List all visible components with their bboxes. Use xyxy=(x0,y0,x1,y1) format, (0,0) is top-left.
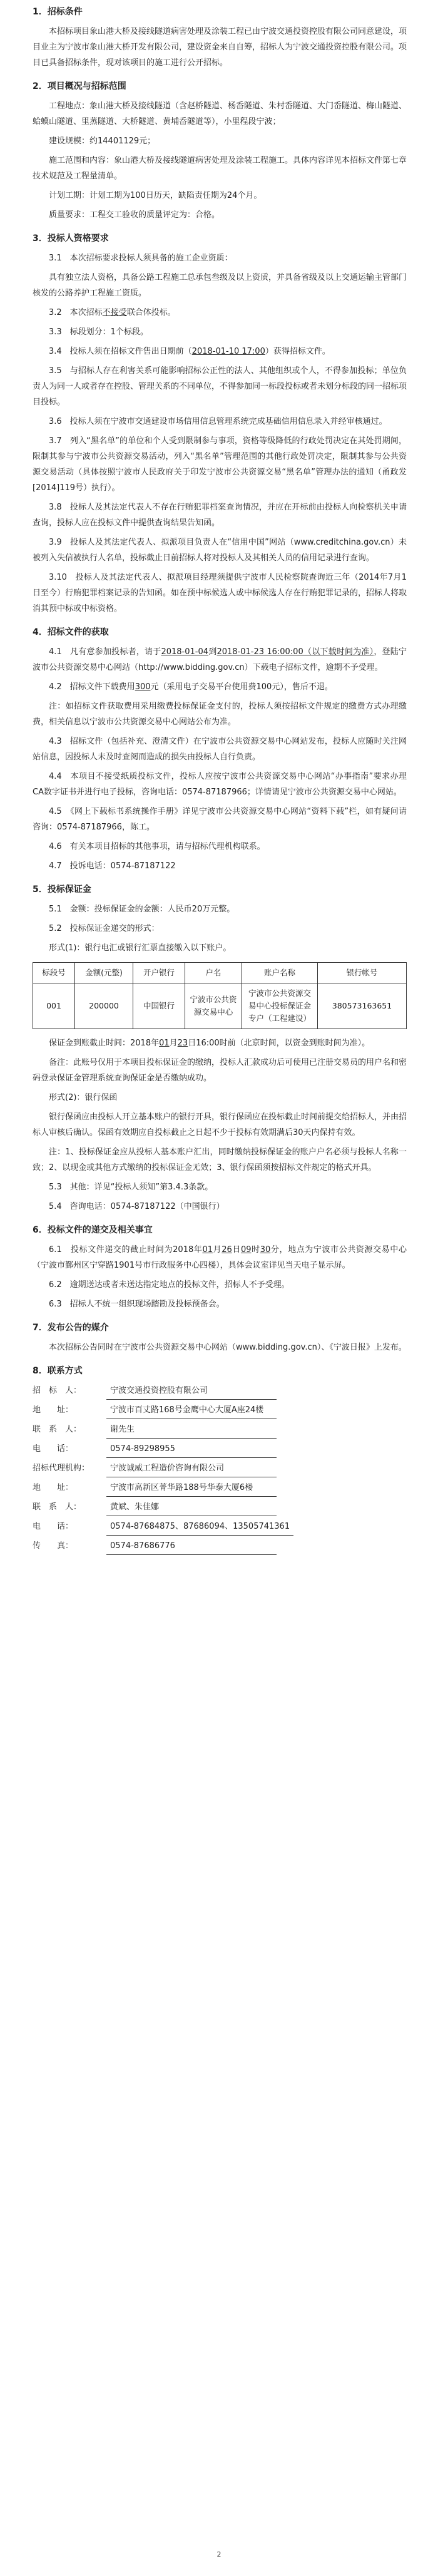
bond-guarantee-text: 银行保函应由投标人开立基本账户的银行开具，银行保函应在投标截止时间前提交给招标人，并由招标人审核后确认。保函有效期应自投标截止之日起不少于投标有效期满后30天内保持有效。 xyxy=(33,1112,407,1137)
project-scope-text: 施工范围和内容：象山港大桥及接线隧道病害处理及涂装工程施工。具体内容详见本招标文件第七章技术规范及工程量清单。 xyxy=(33,156,407,181)
section-title-submission: 6．投标文件的递交及相关事宜 xyxy=(33,1225,153,1235)
section-title-contacts: 8．联系方式 xyxy=(33,1366,83,1376)
contact-value: 谢先生 xyxy=(106,1422,277,1439)
qualification-item-3-5: 3.5 与招标人存在利害关系可能影响招标公正性的法人、其他组织或个人，不得参加投标；单位负责人为同一人或者存在控股、管理关系的不同单位，不得参加同一标段投标或者未划分标段的同一招标项目投标。 xyxy=(33,366,407,407)
bond-deadline-month: 01 xyxy=(159,1039,170,1048)
contact-row xyxy=(33,1460,407,1477)
qualification-item-3-9: 3.9 投标人及其法定代表人、拟派项目负责人在“信用中国”网站（www.creditchina.gov.cn）未被列入失信被执行人名单，投标截止日前招标人将对投标人及其相关人员的信用记录进行查询。 xyxy=(33,538,407,563)
bond-item-5-2: 5.2 投标保证金递交的形式： xyxy=(49,924,160,933)
item-mid: 时 xyxy=(251,1245,260,1255)
table-cell: 380573163651 xyxy=(318,983,407,1029)
qualification-item-3-6: 3.6 投标人须在宁波市交通建设市场信用信息管理系统完成基础信用信息录入并经审核通过。 xyxy=(49,417,387,426)
contact-value: 黄斌、朱佳娜 xyxy=(106,1499,277,1516)
obtain-note: 注：如招标文件获取费用采用缴费投标保证金支付的，投标人须按招标文件规定的缴费方式办理缴费，相关信息以宁波市公共资源交易中心网站公布为准。 xyxy=(33,702,407,727)
section-title-tender-conditions: 1．招标条件 xyxy=(33,7,83,17)
bond-form-1: 形式(1)：银行电汇或银行汇票直接缴入以下账户。 xyxy=(49,943,232,953)
qualification-item-3-2 xyxy=(33,305,407,321)
item-mid: 月 xyxy=(169,1039,178,1048)
bond-note: 备注：此账号仅用于本项目投标保证金的缴纳，投标人汇款成功后可使用已注册交易员的用户名和密码登录保证金管理系统查询保证金是否缴纳成功。 xyxy=(33,1058,407,1083)
table-cell: 宁波市公共资源交易中心 xyxy=(185,983,242,1029)
section-title-bidder-qualification: 3．投标人资格要求 xyxy=(33,233,109,244)
download-end-date: 2018-01-23 16:00:00（以下载时间为准） xyxy=(216,647,374,657)
joint-bid-value: 不接受 xyxy=(102,308,127,317)
submit-day: 26 xyxy=(222,1245,232,1255)
item-prefix: 4.1 凡有意参加投标者，请于 xyxy=(49,647,161,657)
item-prefix: 3.2 本次招标 xyxy=(49,308,103,317)
submit-month: 01 xyxy=(202,1245,213,1255)
project-scale-text: 建设规模：约14401129元； xyxy=(49,136,156,146)
qualification-requirement-text: 具有独立法人资格，具备公路工程施工总承包叁级及以上资质，并具备省级及以上交通运输主管部门核发的公路养护工程施工资质。 xyxy=(33,273,407,298)
contact-value: 宁波市百丈路168号金鹰中心大厦A座24楼 xyxy=(106,1402,277,1419)
table-cell: 200000 xyxy=(75,983,133,1029)
qualification-item-3-7: 3.7 列入“黑名单”的单位和个人受到限制参与事项，资格等级降低的行政处罚决定在其处罚期间，限制其参与宁波市公共资源交易活动，列入“黑名单”管理范围的其他行政处罚决定，限制其参与公共资源交易活动（具体按照宁波市人民政府关于印发宁波市公共资源交易“黑名单”管理办法的通知（甬政发[2014]119号）执行）。 xyxy=(33,436,407,493)
bond-deadline xyxy=(33,1035,407,1051)
project-quality-text: 质量要求：工程交工验收的质量评定为：合格。 xyxy=(49,210,220,220)
bond-deadline-day: 23 xyxy=(177,1039,188,1048)
item-mid: 日 xyxy=(232,1245,241,1255)
table-header: 户名 xyxy=(185,963,242,983)
bond-item-5-1: 5.1 金额：投标保证金的金额：人民币20万元整。 xyxy=(49,905,235,914)
contact-row xyxy=(33,1499,407,1516)
obtain-item-4-1 xyxy=(33,644,407,675)
contact-value: 0574-89298955 xyxy=(106,1441,277,1458)
bond-item-5-4: 5.4 咨询电话：0574-87187122（中国银行） xyxy=(49,1202,225,1211)
project-location-text: 工程地点：象山港大桥及接线隧道（含赵桥隧道、杨岙隧道、朱村岙隧道、大门岙隧道、梅山隧道、蛤蟆山隧道、里蒸隧道、大桥隧道、黄埔岙隧道等），小里程段宁波； xyxy=(33,101,407,126)
item-suffix: 元（采用电子交易平台使用费100元），售后不退。 xyxy=(150,682,333,692)
item-prefix: 3.4 投标人须在招标文件售出日期前（ xyxy=(49,347,192,356)
table-header-row xyxy=(33,963,407,983)
contact-key: 电 话： xyxy=(33,1444,74,1454)
contact-row xyxy=(33,1383,407,1400)
table-header: 金额(元整) xyxy=(75,963,133,983)
section-title-media: 7．发布公告的媒介 xyxy=(33,1323,109,1333)
contact-value: 宁波市高新区菁华路188号华泰大厦6楼 xyxy=(106,1480,277,1497)
qualification-item-3-1: 3.1 本次招标要求投标人须具备的施工企业资质： xyxy=(49,254,233,263)
download-start-date: 2018-01-04 xyxy=(161,647,208,657)
qualification-item-3-8: 3.8 投标人及其法定代表人不存在行贿犯罪档案查询情况，并应在开标前由投标人向检察机关申请查询，投标人应在投标文件中提供查询结果告知函。 xyxy=(33,503,407,528)
table-cell: 宁波市公共资源交易中心投标保证金专户（工程建设） xyxy=(242,983,318,1029)
bond-guarantee-note: 注：1、投标保证金应从投标人基本账户汇出，同时缴纳投标保证金的账户户名必须与投标人名称一致；2、以现金或其他方式缴纳的投标保证金无效；3、银行保函须按招标文件规定的格式开具。 xyxy=(33,1147,407,1173)
obtain-item-4-3: 4.3 招标文件（包括补充、澄清文件）在宁波市公共资源交易中心网站发布，投标人应随时关注网站信息，因投标人未及时查阅而造成的损失由投标人自行负责。 xyxy=(33,737,407,762)
tender-conditions-text: 本招标项目象山港大桥及接线隧道病害处理及涂装工程已由宁波交通投资控股有限公司同意建设，项目业主为宁波市象山港大桥开发有限公司，建设资金来自自筹，招标人为宁波交通投资控股有限公司。项目已具备招标条件，现对该项目的施工进行公开招标。 xyxy=(33,27,407,68)
submission-item-6-1 xyxy=(33,1242,407,1273)
contact-row xyxy=(33,1422,407,1439)
contact-row xyxy=(33,1480,407,1497)
contact-key: 地 址： xyxy=(33,1405,74,1415)
contact-key: 招标代理机构： xyxy=(33,1464,90,1473)
section-title-bid-bond: 5．投标保证金 xyxy=(33,885,91,895)
table-header: 标段号 xyxy=(33,963,75,983)
table-cell: 001 xyxy=(33,983,75,1029)
table-cell: 中国银行 xyxy=(133,983,185,1029)
qualification-item-3-10: 3.10 投标人及其法定代表人、拟派项目经理须提供宁波市人民检察院查询近三年（2014年7月1日至今）行贿犯罪档案记录的告知函。如在预中标候选人或中标候选人存在行贿犯罪记录的，招标人将取消其预中标或中标资格。 xyxy=(33,573,407,613)
bond-item-5-3: 5.3 其他：详见“投标人须知”第3.4.3条款。 xyxy=(49,1183,213,1192)
obtain-item-4-6: 4.6 有关本项目招标的其他事项，请与招标代理机构联系。 xyxy=(49,842,265,851)
doc-deadline-value: 2018-01-10 17:00 xyxy=(191,347,265,356)
contact-key: 传 真： xyxy=(33,1541,74,1551)
table-header: 开户银行 xyxy=(133,963,185,983)
submit-hour: 09 xyxy=(240,1245,252,1255)
item-prefix: 保证金到账截止时间：2018年 xyxy=(49,1039,160,1048)
section-title-obtain-documents: 4．招标文件的获取 xyxy=(33,627,109,637)
contact-key: 电 话： xyxy=(33,1522,74,1531)
section-title-project-overview: 2．项目概况与招标范围 xyxy=(33,81,126,91)
contact-value: 宁波交通投资控股有限公司 xyxy=(106,1383,277,1400)
obtain-item-4-7: 4.7 投诉电话：0574-87187122 xyxy=(49,861,176,871)
item-mid: 到 xyxy=(208,647,217,657)
contact-key: 招 标 人： xyxy=(33,1386,82,1395)
project-duration-text: 计划工期：计划工期为100日历天，缺陷责任期为24个月。 xyxy=(49,191,262,200)
bank-account-table xyxy=(33,962,407,1029)
table-header: 银行帐号 xyxy=(318,963,407,983)
obtain-item-4-5: 4.5 《网上下载标书系统操作手册》详见宁波市公共资源交易中心网站“资料下载”栏，如有疑问请咨询：0574-87187966，陈工。 xyxy=(33,807,407,832)
item-prefix: 4.2 招标文件下载费用 xyxy=(49,682,135,692)
contact-key: 联 系 人： xyxy=(33,1425,82,1434)
page-number: 2 xyxy=(216,2550,222,2558)
item-suffix: ，登陆宁波市公共资源交易中心网站（http://www.bidding.gov.cn）下载电子招标文件，逾期不予受理。 xyxy=(33,647,407,672)
submission-item-6-2: 6.2 逾期送达或者未送达指定地点的投标文件，招标人不予受理。 xyxy=(49,1280,290,1290)
contact-row xyxy=(33,1538,407,1555)
submit-minute: 30 xyxy=(260,1245,271,1255)
table-row xyxy=(33,983,407,1029)
contact-key: 地 址： xyxy=(33,1483,74,1492)
contact-row xyxy=(33,1441,407,1458)
qualification-item-3-4 xyxy=(33,344,407,359)
contact-value: 宁波诚威工程造价咨询有限公司 xyxy=(106,1460,277,1477)
contact-row xyxy=(33,1519,407,1536)
obtain-item-4-4: 4.4 本项目不接受纸质投标文件，投标人应按宁波市公共资源交易中心网站“办事指南”要求办理CA数字证书并进行电子投标，咨询电话：0574-87187966；详情请见宁波市公共资源交易中心网站。 xyxy=(33,772,407,797)
item-mid: 月 xyxy=(212,1245,222,1255)
item-suffix: 联合体投标。 xyxy=(126,308,176,317)
table-header: 账户名称 xyxy=(242,963,318,983)
submission-item-6-3: 6.3 招标人不统一组织现场踏勘及投标预备会。 xyxy=(49,1300,225,1309)
contact-key: 联 系 人： xyxy=(33,1502,82,1512)
media-text: 本次招标公告同时在宁波市公共资源交易中心网站（www.bidding.gov.cn）、《宁波日报》上发布。 xyxy=(49,1343,407,1352)
item-prefix: 6.1 投标文件递交的截止时间为2018年 xyxy=(49,1245,203,1255)
qualification-item-3-3: 3.3 标段划分：1个标段。 xyxy=(49,327,148,337)
contact-value: 0574-87684875、87686094、13505741361 xyxy=(106,1519,293,1536)
item-suffix: 日16:00时前（北京时间，以资金到账时间为准）。 xyxy=(188,1039,370,1048)
item-suffix: 分，地点为宁波市公共资源交易中心（宁波市鄞州区宁穿路1901号市行政服务中心四楼），具体会议室详见当天电子显示屏。 xyxy=(33,1245,407,1270)
item-suffix: ）获得招标文件。 xyxy=(265,347,330,356)
bond-form-2: 形式(2)：银行保函 xyxy=(49,1093,118,1102)
contact-value: 0574-87686776 xyxy=(106,1538,277,1555)
contact-row xyxy=(33,1402,407,1419)
obtain-item-4-2 xyxy=(33,679,407,695)
download-fee-value: 300 xyxy=(135,682,151,692)
